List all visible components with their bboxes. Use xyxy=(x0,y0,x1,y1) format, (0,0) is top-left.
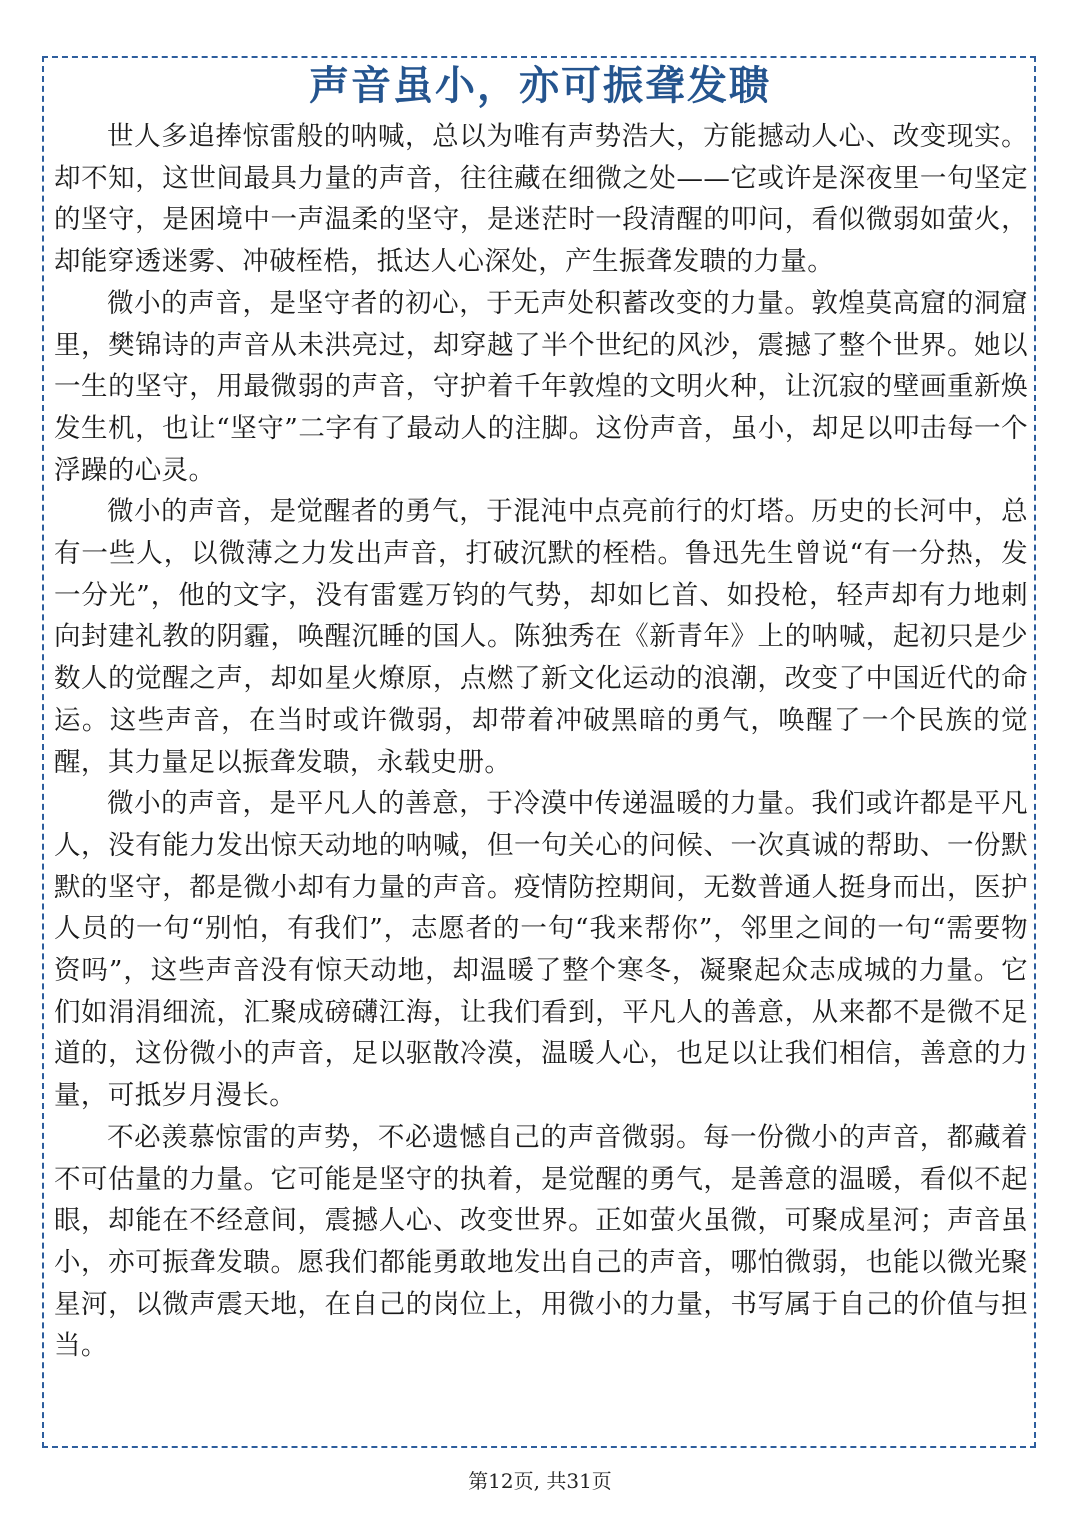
paragraph-kindness: 微小的声音，是平凡人的善意，于冷漠中传递温暖的力量。我们或许都是平凡人，没有能力发出惊天动地的呐喊，但一句关心的问候、一次真诚的帮助、一份默默的坚守，都是微小却有力量的声音。疫情防控期间，无数普通人挺身而出，医护人员的一句“别怕，有我们”，志愿者的一句“我来帮你”，邻里之间的一句“需要物资吗”，这些声音没有惊天动地，却温暖了整个寒冬，凝聚起众志成城的力量。它们如涓涓细流，汇聚成磅礴江海，让我们看到，平凡人的善意，从来都不是微不足道的，这份微小的声音，足以驱散冷漠，温暖人心，也足以让我们相信，善意的力量，可抵岁月漫长。 xyxy=(54,788,1028,1112)
paragraph-intro: 世人多追捧惊雷般的呐喊，总以为唯有声势浩大，方能撼动人心、改变现实。却不知，这世间最具力量的声音，往往藏在细微之处——它或许是深夜里一句坚定的坚守，是困境中一声温柔的坚守，是迷茫时一段清醒的叩问，看似微弱如萤火，却能穿透迷雾、冲破桎梏，抵达人心深处，产生振聋发聩的力量。 xyxy=(54,121,1028,278)
essay-title: 声音虽小，亦可振聋发聩 xyxy=(309,63,771,109)
page-number: 第12页, 共31页 xyxy=(468,1469,612,1493)
paragraph-conclusion: 不必羡慕惊雷的声势，不必遗憾自己的声音微弱。每一份微小的声音，都藏着不可估量的力量。它可能是坚守的执着，是觉醒的勇气，是善意的温暖，看似不起眼，却能在不经意间，震撼人心、改变世界。正如萤火虽微，可聚成星河；声音虽小，亦可振聋发聩。愿我们都能勇敢地发出自己的声音，哪怕微弱，也能以微光聚星河，以微声震天地，在自己的岗位上，用微小的力量，书写属于自己的价值与担当。 xyxy=(54,1121,1028,1362)
essay-body xyxy=(54,116,1028,1367)
paragraph-persistence: 微小的声音，是坚守者的初心，于无声处积蓄改变的力量。敦煌莫高窟的洞窟里，樊锦诗的声音从未洪亮过，却穿越了半个世纪的风沙，震撼了整个世界。她以一生的坚守，用最微弱的声音，守护着千年敦煌的文明火种，让沉寂的壁画重新焕发生机，也让“坚守”二字有了最动人的注脚。这份声音，虽小，却足以叩击每一个浮躁的心灵。 xyxy=(54,287,1028,486)
paragraph-awakening: 微小的声音，是觉醒者的勇气，于混沌中点亮前行的灯塔。历史的长河中，总有一些人，以微薄之力发出声音，打破沉默的桎梏。鲁迅先生曾说“有一分热，发一分光”，他的文字，没有雷霆万钧的气势，却如匕首、如投枪，轻声却有力地刺向封建礼教的阴霾，唤醒沉睡的国人。陈独秀在《新青年》上的呐喊，起初只是少数人的觉醒之声，却如星火燎原，点燃了新文化运动的浪潮，改变了中国近代的命运。这些声音，在当时或许微弱，却带着冲破黑暗的勇气，唤醒了一个民族的觉醒，其力量足以振聋发聩，永载史册。 xyxy=(54,496,1028,778)
